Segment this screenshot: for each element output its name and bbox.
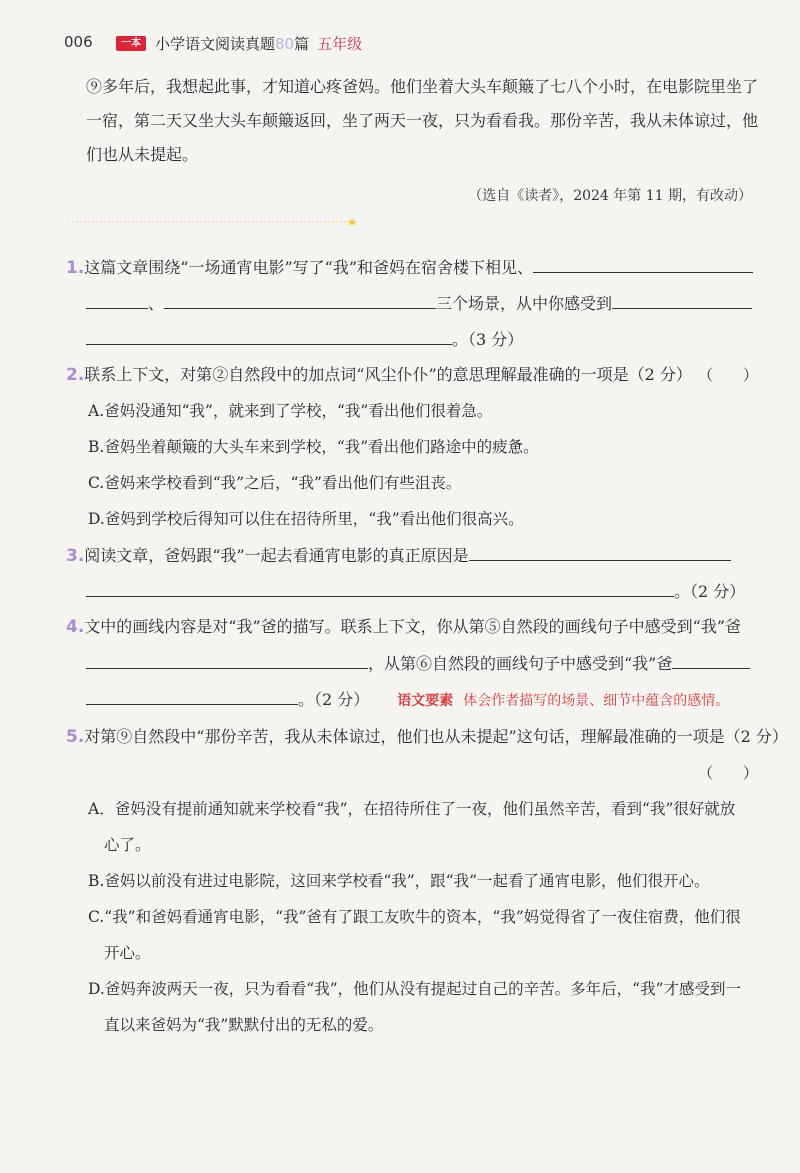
- question-text: 联系上下文，对第②自然段中的加点词“风尘仆仆”的意思理解最准确的一项是（2 分）: [84, 365, 692, 384]
- option-d[interactable]: D.爸妈到学校后得知可以住在招待所里，“我”看出他们很高兴。: [88, 510, 524, 528]
- divider-dots: [68, 218, 358, 226]
- page-number: 006: [64, 33, 93, 51]
- title-prefix: 小学语文阅读真题: [155, 35, 276, 53]
- question-text: 阅读文章，爸妈跟“我”一起去看通宵电影的真正原因是: [84, 546, 469, 565]
- question-4-line-2: [86, 652, 750, 675]
- option-b[interactable]: B.爸妈坐着颠簸的大头车来到学校，“我”看出他们路途中的疲惫。: [88, 438, 539, 456]
- answer-blank[interactable]: [86, 652, 368, 669]
- option-a[interactable]: A．爸妈没有提前通知就来学校看“我”，在招待所住了一夜，他们虽然辛苦，看到“我”很好就放: [88, 800, 736, 818]
- grade-label: 五年级: [317, 35, 363, 53]
- question-text: 。（2 分）: [298, 690, 370, 709]
- title-number: 80: [275, 35, 295, 53]
- answer-paren[interactable]: （ ）: [698, 764, 759, 782]
- option-d[interactable]: D.爸妈奔波两天一夜，只为看看“我”，他们从没有提起过自己的辛苦。多年后，“我”才感受到一: [88, 980, 742, 998]
- question-text: 。（3 分）: [452, 330, 524, 349]
- option-c-continued: 开心。: [104, 944, 151, 962]
- question-1-line-3: [86, 328, 523, 351]
- answer-blank[interactable]: [469, 544, 731, 561]
- question-1-line-2: [86, 292, 752, 315]
- option-b[interactable]: B.爸妈以前没有进过电影院，这回来学校看“我”，跟“我”一起看了通宵电影，他们很开心。: [88, 872, 710, 890]
- question-text: ，从第⑥自然段的画线句子中感受到“我”爸: [368, 654, 673, 673]
- option-c[interactable]: C.爸妈来学校看到“我”之后，“我”看出他们有些沮丧。: [88, 474, 462, 492]
- question-2: [66, 364, 692, 386]
- answer-blank[interactable]: [86, 688, 298, 705]
- question-text: 对第⑨自然段中“那份辛苦，我从未体谅过，他们也从未提起”这句话，理解最准确的一项是（2 分）: [84, 727, 788, 746]
- question-number: 2.: [66, 365, 85, 385]
- question-4-line-3: [86, 688, 729, 712]
- question-text: 文中的画线内容是对“我”爸的描写。联系上下文，你从第⑤自然段的画线句子中感受到“我”爸: [84, 617, 742, 636]
- question-text: 三个场景，从中你感受到: [436, 294, 613, 313]
- question-4: [66, 616, 741, 638]
- question-number: 1.: [66, 258, 85, 278]
- answer-blank[interactable]: [86, 580, 674, 597]
- answer-blank[interactable]: [533, 256, 753, 273]
- answer-paren[interactable]: （ ）: [698, 366, 759, 384]
- source-citation: （选自《读者》，2024 年第 11 期，有改动）: [468, 188, 752, 204]
- question-number: 4.: [66, 617, 85, 637]
- answer-blank[interactable]: [86, 328, 452, 345]
- option-a[interactable]: A.爸妈没通知“我”，就来到了学校，“我”看出他们很着急。: [88, 402, 493, 420]
- brand-logo: 一本: [116, 36, 146, 51]
- star-icon: [347, 218, 357, 226]
- option-c[interactable]: C.“我”和爸妈看通宵电影，“我”爸有了跟工友吹牛的资本，“我”妈觉得省了一夜住宿费，他们很: [88, 908, 741, 926]
- question-number: 5.: [66, 727, 85, 747]
- option-a-continued: 心了。: [104, 836, 151, 854]
- paragraph-9: ⑨多年后，我想起此事，才知道心疼爸妈。他们坐着大头车颠簸了七八个小时，在电影院里坐了一宿，第二天又坐大头车颠簸返回，坐了两天一夜，只为看看我。那份辛苦，我从未体谅过，他们也从未提起。: [86, 77, 759, 164]
- question-3: [66, 544, 731, 567]
- language-element-tag: 语文要素: [397, 693, 454, 709]
- answer-blank[interactable]: [164, 292, 436, 309]
- language-element-text: 体会作者描写的场景、细节中蕴含的感情。: [463, 693, 730, 709]
- question-5: [66, 726, 788, 748]
- answer-blank[interactable]: [612, 292, 752, 309]
- question-1: [66, 256, 753, 279]
- question-text: 这篇文章围绕“一场通宵电影”写了“我”和爸妈在宿舍楼下相见、: [84, 258, 534, 277]
- answer-blank[interactable]: [86, 292, 148, 309]
- question-text: 。（2 分）: [674, 582, 746, 601]
- answer-blank[interactable]: [672, 652, 750, 669]
- title-suffix: 篇: [294, 35, 310, 53]
- book-title: [155, 33, 362, 54]
- option-d-continued: 直以来爸妈为“我”默默付出的无私的爱。: [104, 1016, 384, 1034]
- question-3-line-2: [86, 580, 745, 603]
- question-text: 、: [148, 294, 165, 313]
- question-number: 3.: [66, 546, 85, 566]
